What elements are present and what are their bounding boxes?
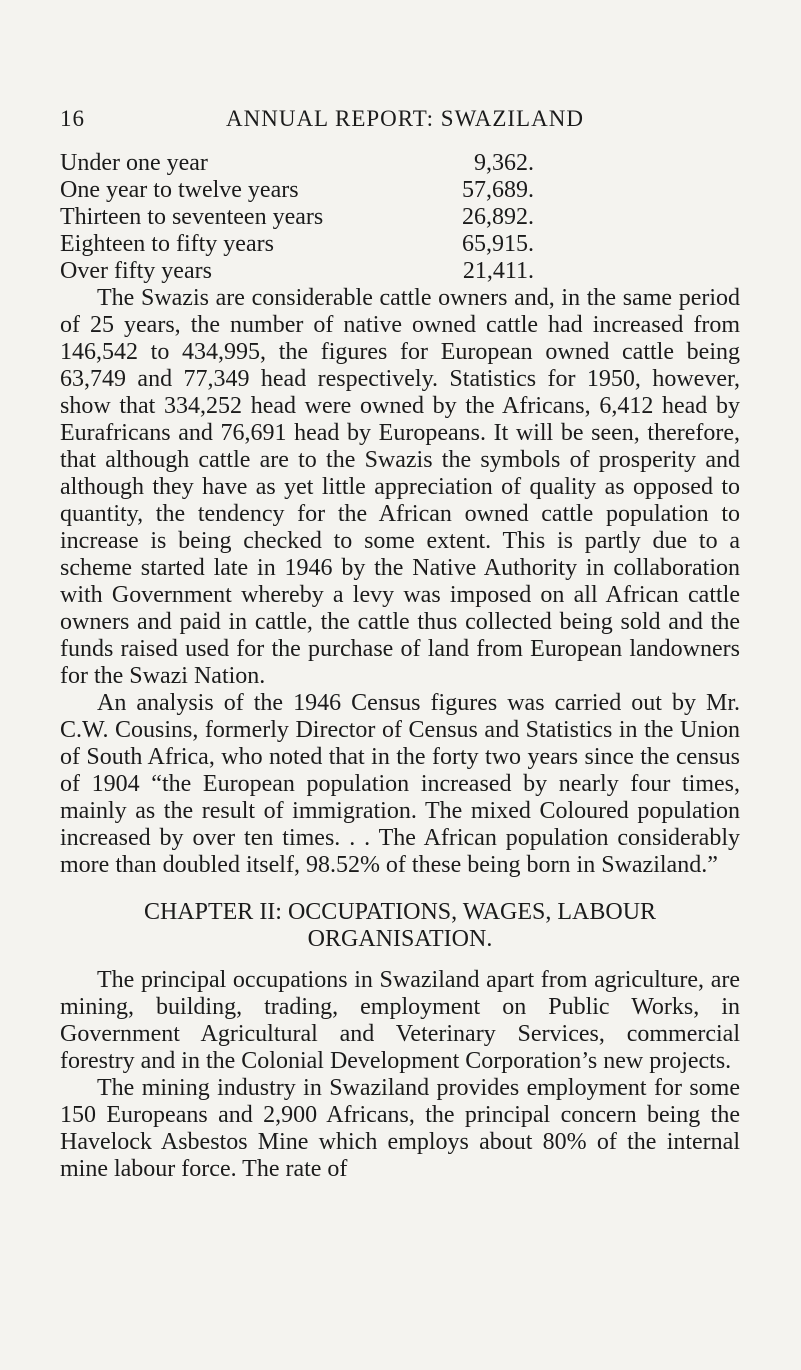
- chapter-heading-line: ORGANISATION.: [307, 926, 493, 952]
- age-group-count: 21,411.: [462, 258, 534, 284]
- chapter-heading-line: CHAPTER II: OCCUPATIONS, WAGES, LABOUR: [143, 899, 657, 925]
- population-age-table: [60, 150, 580, 285]
- age-group-label: One year to twelve years: [60, 177, 299, 203]
- age-group-count: 65,915.: [462, 231, 534, 257]
- paragraph-cattle: The Swazis are considerable cattle owners and, in the same period of 25 years, the number of native owned cattle had increased from 146,542 to 434,995, the figures for European owned cattle being 63,749 and 77,349 head respectively. Statistics for 1950, however, show that 334,252 head were owned by the Africans, 6,412 head by Eurafricans and 76,691 head by Europeans. It will be seen, therefore, that although cattle are to the Swazis the symbols of prosperity and although they have as yet little appreciation of quality as opposed to quantity, the tendency for the African owned cattle population to increase is being checked to some extent. This is partly due to a scheme started late in 1946 by the Native Authority in collaboration with Government whereby a levy was imposed on all African cattle owners and paid in cattle, the cattle thus collected being sold and the funds raised used for the purchase of land from European landowners for the Swazi Nation.: [60, 285, 740, 689]
- table-row: [60, 258, 580, 285]
- age-group-label: Thirteen to seventeen years: [60, 204, 324, 230]
- page-number: 16: [60, 106, 85, 131]
- table-row: [60, 231, 580, 258]
- age-group-count: 57,689.: [462, 177, 534, 203]
- chapter-section: [60, 967, 740, 1183]
- paragraph-occupations: The principal occupations in Swaziland apart from agriculture, are mining, building, trading, employment on Public Works, in Government Agricultural and Veterinary Services, commercial forestry and in the Colonial Development Corporation’s new projects.: [60, 967, 740, 1074]
- paragraph-mining: The mining industry in Swaziland provides employment for some 150 Europeans and 2,900 Africans, the principal concern being the Havelock Asbestos Mine which employs about 80% of the internal mine labour force. The rate of: [60, 1075, 740, 1182]
- age-group-label: Over fifty years: [60, 258, 212, 284]
- age-group-label: Eighteen to fifty years: [60, 231, 274, 257]
- table-row: [60, 204, 580, 231]
- age-group-count: 26,892.: [462, 204, 534, 230]
- body-section: [60, 285, 740, 879]
- paragraph-census: An analysis of the 1946 Census figures was carried out by Mr. C.W. Cousins, formerly Director of Census and Statistics in the Union of South Africa, who noted that in the forty two years since the census of 1904 “the European population increased by nearly four times, mainly as the result of immigration. The mixed Coloured population increased by over ten times. . . The African population considerably more than doubled itself, 98.52% of these being born in Swaziland.”: [60, 690, 740, 878]
- age-group-count: 9,362.: [474, 150, 534, 176]
- table-row: [60, 150, 580, 177]
- age-group-label: Under one year: [60, 150, 208, 176]
- running-title: ANNUAL REPORT: SWAZILAND: [226, 106, 584, 131]
- table-row: [60, 177, 580, 204]
- chapter-heading: [60, 899, 740, 953]
